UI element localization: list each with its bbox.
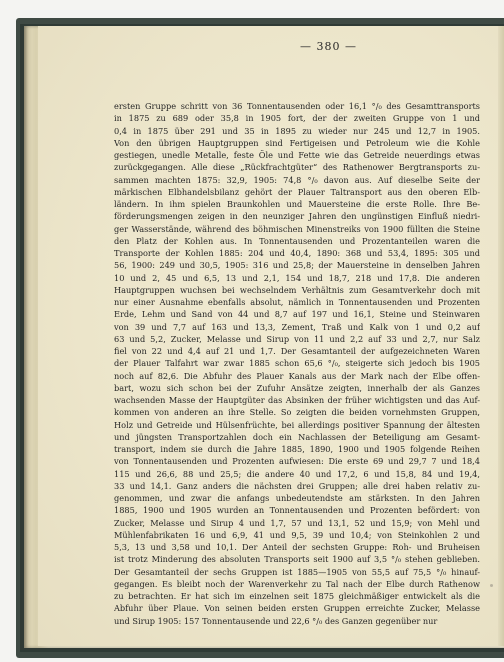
text-line: den Platz der Kohlen aus. In Tonnentausenden und Prozentanteilen waren die [114, 235, 480, 246]
text-line: von Tonnentausenden und Prozenten aufwiesen: Die erste 69 und 29,7 7 und 18,4 [114, 456, 480, 467]
margin-speck [490, 584, 493, 587]
text-line: transport, indem sie durch die Jahre 1885, 1890, 1900 und 1905 folgende Reihen [114, 444, 480, 454]
text-line: sammen machten 1875: 32,9, 1905: 74,8 °/₀ davon aus. Auf dieselbe Seite der [114, 174, 480, 185]
text-line: ger Wasserstände, während des böhmischen Minenstreiks von 1900 füllten die Steine [114, 223, 480, 234]
text-line: förderungsmengen zeigen in den neunziger Jahren den ungünstigen Einfluß niedri- [114, 211, 480, 222]
text-line: 10 und 2, 45 und 6,5, 13 und 2,1, 154 und 18,7, 218 und 17,8. Die anderen [114, 272, 480, 283]
page-number: — 380 — [300, 40, 357, 53]
text-line: 1885, 1900 und 1905 wurden an Tonnentausenden und Prozenten befördert: von [114, 505, 480, 516]
text-line: der Plauer Talfahrt war zwar 1885 schon 65,6 °/₀, steigerte sich jedoch bis 1905 [114, 358, 480, 369]
text-line: Mühlenfabrikaten 16 und 6,9, 41 und 9,5, 39 und 10,4; von Steinkohlen 2 und [114, 529, 480, 540]
text-line: genommen, und zwar die anfangs unbedeutendste am stärksten. In den Jahren [114, 493, 480, 503]
text-line: Holz und Getreide und Hülsenfrüchte, bei allerdings positiver Spannung der ältesten [114, 419, 480, 430]
text-line: und Sirup 1905: 157 Tonnentausende und 22,6 °/₀ des Ganzen gegenüber nur [114, 615, 438, 626]
text-line: Hauptgruppen wuchsen bei wechselndem Verhältnis zum Gesamtverkehr doch mit [114, 284, 480, 295]
page-edge [498, 26, 504, 646]
text-line: märkischen Elbhandelsbilanz gehört der Plauer Taltransport aus den oberen Elb- [114, 186, 480, 197]
text-line: ist trotz Minderung des absoluten Transports seit 1900 auf 3,5 °/₀ stehen geblieben. [114, 554, 480, 565]
text-line: Erde, Lehm und Sand von 44 und 8,7 auf 197 und 16,1, Steine und Steinwaren [114, 309, 480, 320]
text-line: Von den übrigen Hauptgruppen sind Fertigeisen und Petroleum wie die Kohle [114, 137, 480, 148]
text-line: 0,4 in 1875 über 291 und 35 in 1895 zu wieder nur 245 und 12,7 in 1905. [114, 125, 480, 136]
text-line: wachsenden Masse der Hauptgüter das Absinken der früher wichtigsten und das Auf- [114, 395, 480, 405]
text-line: gestiegen, unedle Metalle, feste Öle und Fette wie das Getreide neuerdings etwas [114, 150, 480, 160]
text-line: zurückgegangen. Alle diese „Rückfrachtgüter“ des Rathenower Bergtransports zu- [114, 162, 480, 173]
text-line: 56, 1900: 249 und 30,5, 1905: 316 und 25,8; der Mauersteine in denselben Jahren [114, 260, 480, 271]
text-line: Transporte der Kohlen 1885: 204 und 40,4, 1890: 368 und 53,4, 1895: 305 und [114, 248, 480, 258]
text-line: Abfuhr über Plaue. Von seinen beiden ersten Gruppen erreichte Zucker, Melasse [114, 603, 480, 614]
text-line: 63 und 5,2, Zucker, Melasse und Sirup von 11 und 2,2 auf 33 und 2,7, nur Salz [114, 333, 480, 344]
text-line: 33 und 14,1. Ganz anders die nächsten drei Gruppen; alle drei haben relativ zu- [114, 480, 480, 491]
text-line: gegangen. Es bleibt noch der Warenverkehr zu Tal nach der Elbe durch Rathenow [114, 578, 480, 589]
text-line: nur einer Ausnahme ebenfalls absolut, nämlich in Tonnentausenden und Prozenten [114, 297, 480, 307]
text-line: bart, wozu sich schon bei der Zufuhr Ansätze zeigten, innerhalb der als Ganzes [114, 382, 480, 393]
text-line: kommen von anderen an ihre Stelle. So zeigten die beiden vornehmsten Gruppen, [114, 407, 480, 418]
text-line: 5,3, 13 und 3,58 und 10,1. Der Anteil der sechsten Gruppe: Roh- und Bruheisen [114, 542, 480, 552]
text-line: und jüngsten Transportzahlen doch ein Nachlassen der Beteiligung am Gesamt- [114, 431, 480, 442]
text-line: Der Gesamtanteil der sechs Gruppen ist 1885—1905 von 55,5 auf 75,5 °/₀ hinauf- [114, 566, 480, 577]
page-body-text [114, 100, 480, 627]
text-line: Zucker, Melasse und Sirup 4 und 1,7, 57 und 13,1, 52 und 15,9; von Mehl und [114, 517, 480, 528]
text-line: noch auf 82,6. Die Abfuhr des Plauer Kanals aus der Mark nach der Elbe offen- [114, 370, 480, 381]
text-line: fiel von 22 und 4,4 auf 21 und 1,7. Der Gesamtanteil der aufgezeichneten Waren [114, 346, 480, 356]
text-line: von 39 und 7,7 auf 163 und 13,3, Zement, Traß und Kalk von 1 und 0,2 auf [114, 321, 480, 332]
text-line: in 1875 zu 689 oder 35,8 in 1905 fort, der der zweiten Gruppe von 1 und [114, 113, 480, 124]
text-line: ländern. In ihm spielen Braunkohlen und Mauersteine die erste Rolle. Ihre Be- [114, 199, 480, 209]
text-line: ersten Gruppe schritt von 36 Tonnentausenden oder 16,1 °/₀ des Gesamttransports [114, 101, 480, 111]
text-line: 115 und 26,6, 88 und 25,5; die andere 40 und 17,2, 6 und 15,8, 84 und 19,4, [114, 468, 480, 479]
text-line: zu betrachten. Er hat sich im einzelnen seit 1875 gleichmäßiger entwickelt als die [114, 591, 480, 601]
